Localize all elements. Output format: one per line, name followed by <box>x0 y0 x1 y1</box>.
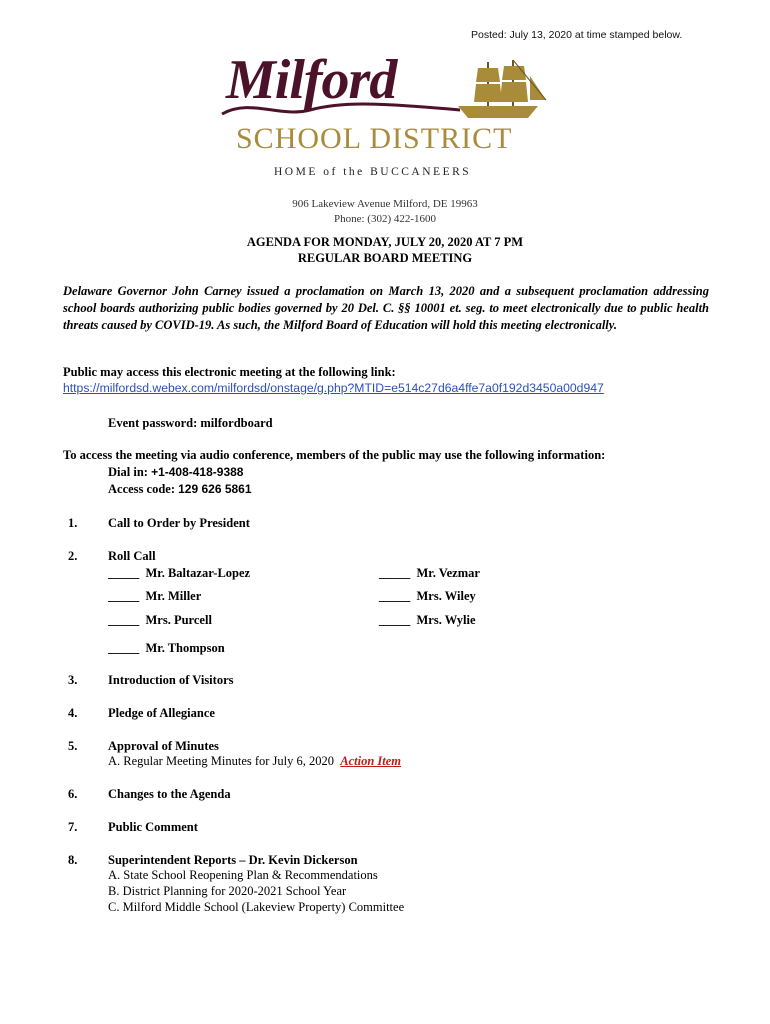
access-code-row <box>108 482 252 497</box>
roll-call-member: Mrs. Wiley <box>416 589 476 603</box>
logo-script-text: Milford <box>226 49 397 111</box>
agenda-item-pledge: Pledge of Allegiance <box>108 706 215 720</box>
roll-call-entry <box>379 613 476 628</box>
webex-meeting-link[interactable]: https://milfordsd.webex.com/milfordsd/onstage/g.php?MTID=e514c27d6a4ffe7a0f192d3450a00d947 <box>63 381 604 395</box>
covid-proclamation-paragraph: Delaware Governor John Carney issued a proclamation on March 13, 2020 and a subsequent proclamation addressing school boards authorizing public bodies governed by 20 Del. C. §§ 10001 et. seg. to meet electronically due to public health threats caused by COVID-19. As such, the Milford Board of Education will hold this meeting electronically. <box>63 284 709 332</box>
district-address: 906 Lakeview Avenue Milford, DE 19963 <box>292 198 478 210</box>
action-item-tag: Action Item <box>340 754 402 768</box>
agenda-item-approval-minutes: Approval of Minutes <box>108 739 219 753</box>
agenda-subitem: C. Milford Middle School (Lakeview Property) Committee <box>108 900 405 914</box>
roll-call-blank: _____ <box>108 641 140 655</box>
agenda-item-number: 6. <box>68 787 78 801</box>
agenda-item-call-to-order: Call to Order by President <box>108 516 250 530</box>
agenda-item-number: 4. <box>68 706 78 720</box>
district-phone: Phone: (302) 422-1600 <box>333 213 437 225</box>
posted-note: Posted: July 13, 2020 at time stamped below. <box>471 29 683 41</box>
roll-call-blank: _____ <box>379 613 411 627</box>
agenda-item-number: 7. <box>68 820 78 834</box>
agenda-item-number: 2. <box>68 549 78 563</box>
roll-call-member: Mr. Vezmar <box>416 566 480 580</box>
agenda-item-public-comment: Public Comment <box>108 820 198 834</box>
agenda-item-number: 5. <box>68 739 78 753</box>
agenda-subitem: B. District Planning for 2020-2021 School Year <box>108 884 347 898</box>
roll-call-member: Mr. Miller <box>145 589 202 603</box>
roll-call-entry <box>379 566 480 581</box>
roll-call-member: Mrs. Wylie <box>416 613 476 627</box>
access-code-value: 129 626 5861 <box>178 482 252 496</box>
logo-district-text: SCHOOL DISTRICT <box>236 122 513 155</box>
roll-call-entry <box>379 589 476 604</box>
roll-call-blank: _____ <box>108 566 140 580</box>
agenda-item-number: 8. <box>68 853 78 867</box>
logo-tagline: HOME of the BUCCANEERS <box>274 166 472 178</box>
district-logo <box>220 48 550 208</box>
agenda-subitem: A. State School Reopening Plan & Recommendations <box>108 868 378 882</box>
roll-call-member: Mr. Thompson <box>145 641 225 655</box>
agenda-title: AGENDA FOR MONDAY, JULY 20, 2020 AT 7 PM <box>246 235 524 249</box>
meeting-type-title: REGULAR BOARD MEETING <box>297 251 473 265</box>
roll-call-entry <box>108 566 250 581</box>
agenda-item-visitors: Introduction of Visitors <box>108 673 234 687</box>
agenda-item-number: 1. <box>68 516 78 530</box>
roll-call-member: Mrs. Purcell <box>145 613 212 627</box>
access-heading: Public may access this electronic meeting at the following link: <box>63 365 396 379</box>
agenda-item-roll-call: Roll Call <box>108 549 156 563</box>
agenda-subitem <box>108 754 401 769</box>
roll-call-entry <box>108 589 201 604</box>
agenda-item-number: 3. <box>68 673 78 687</box>
agenda-item-changes: Changes to the Agenda <box>108 787 231 801</box>
audio-heading: To access the meeting via audio conference, members of the public may use the following information: <box>63 448 606 462</box>
roll-call-entry <box>108 641 225 656</box>
roll-call-entry <box>108 613 212 628</box>
roll-call-member: Mr. Baltazar-Lopez <box>145 566 251 580</box>
ship-icon <box>448 56 548 126</box>
dial-in-row <box>108 465 243 480</box>
access-code-label: Access code: <box>108 482 175 496</box>
minutes-subitem-text: A. Regular Meeting Minutes for July 6, 2020 <box>108 754 335 768</box>
roll-call-blank: _____ <box>379 589 411 603</box>
event-password: Event password: milfordboard <box>108 416 273 430</box>
dial-in-number: +1-408-418-9388 <box>151 465 244 479</box>
roll-call-blank: _____ <box>108 613 140 627</box>
dial-in-label: Dial in: <box>108 465 148 479</box>
roll-call-blank: _____ <box>108 589 140 603</box>
roll-call-blank: _____ <box>379 566 411 580</box>
agenda-item-superintendent-reports: Superintendent Reports – Dr. Kevin Dickerson <box>108 853 358 867</box>
